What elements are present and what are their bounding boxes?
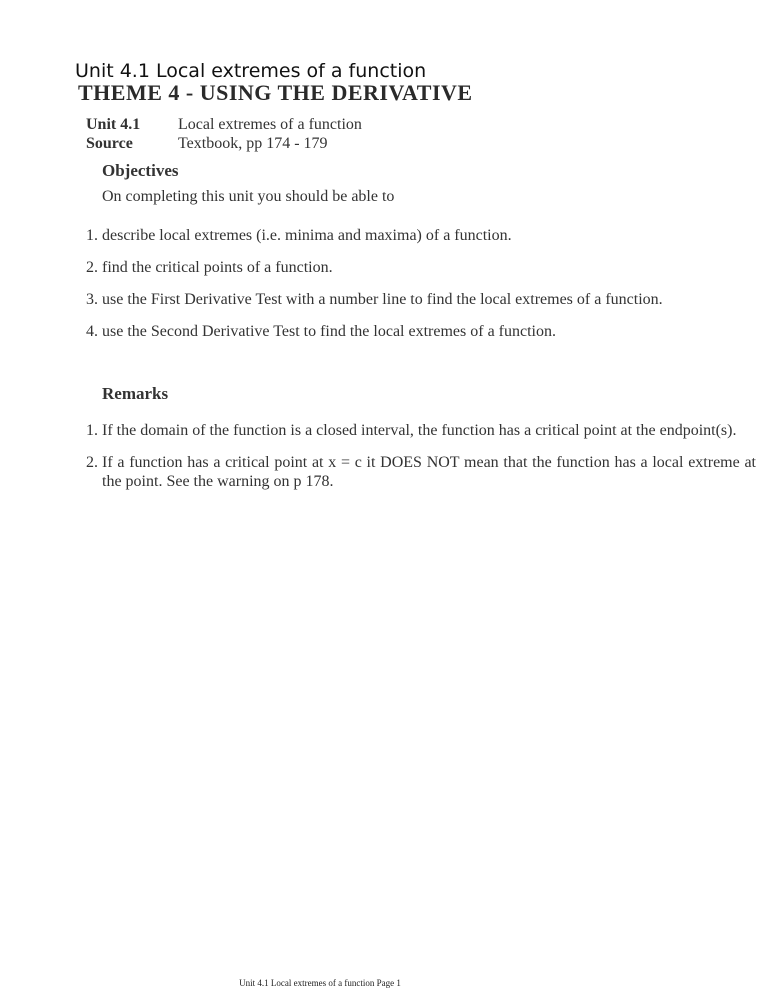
meta-value: Local extremes of a function	[178, 116, 362, 133]
objectives-intro: On completing this unit you should be able to	[102, 188, 395, 205]
list-item: 2. find the critical points of a function.	[86, 259, 333, 276]
unit-meta	[86, 116, 362, 154]
page-footer: Unit 4.1 Local extremes of a function Page 1	[239, 978, 401, 988]
list-item: 1. describe local extremes (i.e. minima and maxima) of a function.	[86, 227, 512, 244]
remarks-list	[86, 421, 756, 491]
meta-value: Textbook, pp 174 - 179	[178, 135, 328, 152]
meta-key: Unit 4.1	[86, 116, 141, 133]
list-item: 2. If a function has a critical point at x = c it DOES NOT mean that the function has a local extreme at the point. See the warning on p 178.	[86, 454, 756, 490]
theme-title: THEME 4 - USING THE DERIVATIVE	[78, 80, 473, 105]
objectives-list	[86, 226, 756, 341]
meta-source-row	[86, 135, 362, 154]
list-item: 1. If the domain of the function is a closed interval, the function has a critical point at the endpoint(s).	[86, 422, 737, 439]
page-header: Unit 4.1 Local extremes of a function	[75, 60, 427, 82]
list-item: 4. use the Second Derivative Test to find the local extremes of a function.	[86, 323, 556, 340]
meta-key: Source	[86, 135, 133, 152]
meta-unit-row	[86, 116, 362, 135]
list-item: 3. use the First Derivative Test with a number line to find the local extremes of a function.	[86, 291, 663, 308]
remarks-heading: Remarks	[102, 384, 169, 403]
objectives-heading: Objectives	[102, 161, 179, 180]
